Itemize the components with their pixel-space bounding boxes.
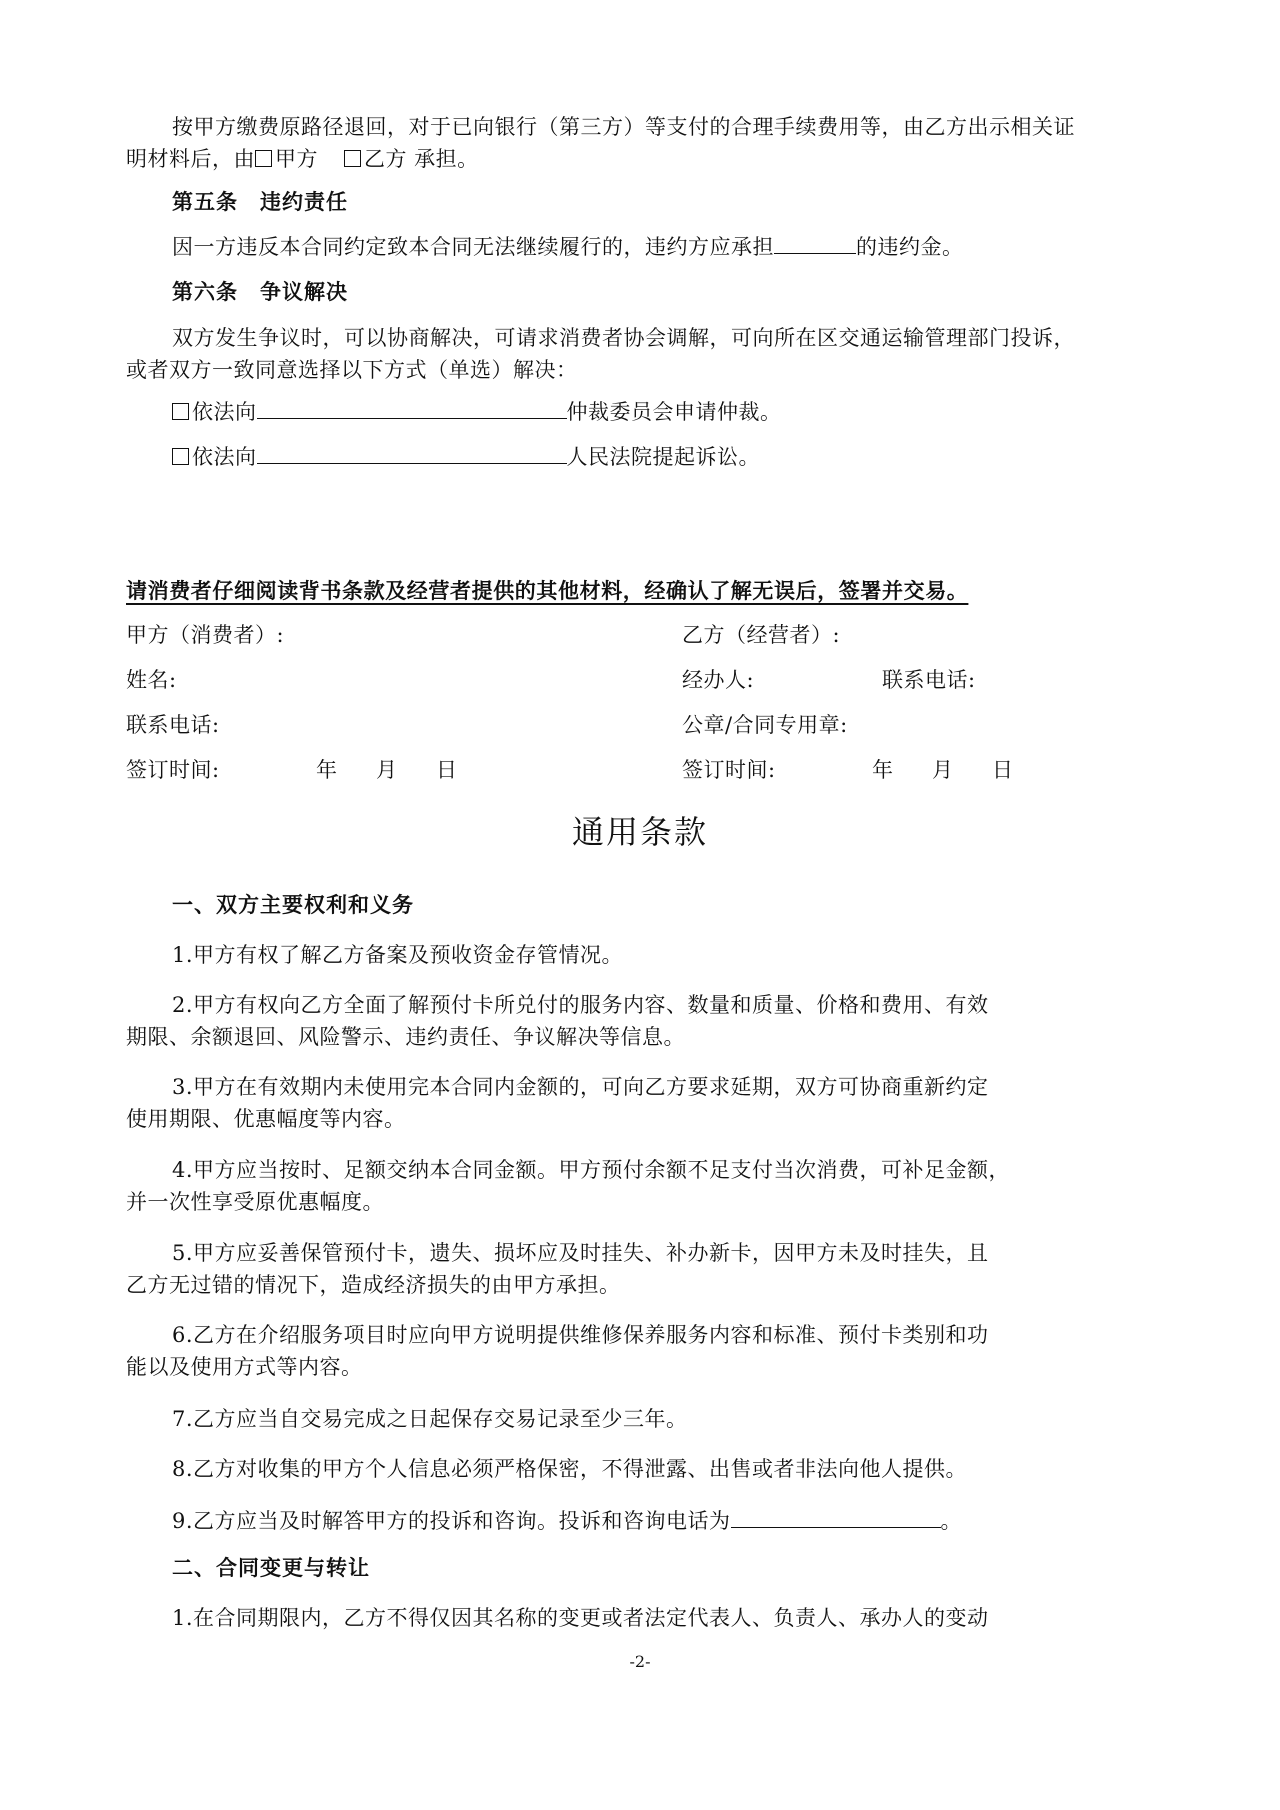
page-number: -2-: [629, 1652, 651, 1671]
party-b-month: 月: [932, 758, 954, 782]
section1-item6-line1: 6.乙方在介绍服务项目时应向甲方说明提供维修保养服务内容和标准、预付卡类别和功: [172, 1323, 989, 1347]
section1-item5-line2: 乙方无过错的情况下，造成经济损失的由甲方承担。: [126, 1273, 621, 1297]
section1-item9-prefix: 9.乙方应当及时解答甲方的投诉和咨询。投诉和咨询电话为: [172, 1509, 731, 1533]
section1-heading: 一、双方主要权利和义务: [172, 893, 414, 917]
checkbox-litigation[interactable]: [172, 448, 189, 465]
section1-item4-line1: 4.甲方应当按时、足额交纳本合同金额。甲方预付余额不足支付当次消费，可补足金额，: [172, 1158, 1011, 1182]
litigation-suffix: 人民法院提起诉讼。: [566, 445, 760, 469]
party-a-year: 年: [316, 758, 338, 782]
section1-item2-line2: 期限、余额退回、风险警示、违约责任、争议解决等信息。: [126, 1025, 685, 1049]
article6-line2: 或者双方一致同意选择以下方式（单选）解决：: [126, 358, 578, 382]
name-label: 姓名:: [126, 668, 177, 692]
party-a-date-label: 签订时间:: [126, 758, 220, 782]
checkbox-party-a[interactable]: [255, 150, 272, 167]
seal-label: 公章/合同专用章:: [682, 713, 848, 737]
section1-item5-line1: 5.甲方应妥善保管预付卡，遗失、损坏应及时挂失、补办新卡，因甲方未及时挂失，且: [172, 1241, 989, 1265]
party-a-day: 日: [436, 758, 458, 782]
section1-item7: 7.乙方应当自交易完成之日起保存交易记录至少三年。: [172, 1407, 688, 1431]
article6-line1: 双方发生争议时，可以协商解决，可请求消费者协会调解，可向所在区交通运输管理部门投诉，: [172, 326, 1075, 350]
litigation-option: [172, 441, 760, 472]
penalty-blank[interactable]: [774, 231, 856, 254]
party-b-date-label: 签订时间:: [682, 758, 776, 782]
arbitration-suffix: 仲裁委员会申请仲裁。: [566, 400, 782, 424]
party-b-phone-label: 联系电话:: [882, 668, 976, 692]
article5-heading: 第五条 违约责任: [172, 190, 348, 214]
section1-item9: [172, 1505, 962, 1536]
article6-heading: 第六条 争议解决: [172, 280, 348, 304]
article5-text-suffix: 的违约金。: [856, 235, 964, 259]
article5-text: [172, 231, 964, 262]
refund-text-line1: 按甲方缴费原路径退回，对于已向银行（第三方）等支付的合理手续费用等，由乙方出示相关证: [172, 115, 1075, 139]
party-b-day: 日: [992, 758, 1014, 782]
party-b-year: 年: [872, 758, 894, 782]
article5-text-prefix: 因一方违反本合同约定致本合同无法继续履行的，违约方应承担: [172, 235, 774, 259]
option-party-b-label: 乙方 承担。: [364, 147, 479, 171]
refund-text-line2: [126, 144, 479, 174]
section1-item2-line1: 2.甲方有权向乙方全面了解预付卡所兑付的服务内容、数量和质量、价格和费用、有效: [172, 993, 989, 1017]
section1-item4-line2: 并一次性享受原优惠幅度。: [126, 1190, 384, 1214]
arbitration-prefix: 依法向: [192, 400, 257, 424]
section2-heading: 二、合同变更与转让: [172, 1556, 370, 1580]
litigation-prefix: 依法向: [192, 445, 257, 469]
refund-text-prefix: 明材料后，由: [126, 147, 255, 171]
party-a-label: 甲方（消费者）:: [126, 623, 285, 647]
arbitration-committee-blank[interactable]: [257, 396, 567, 419]
section1-item8: 8.乙方对收集的甲方个人信息必须严格保密，不得泄露、出售或者非法向他人提供。: [172, 1457, 968, 1481]
section1-item9-suffix: 。: [940, 1509, 963, 1533]
section1-item3-line1: 3.甲方在有效期内未使用完本合同内金额的，可向乙方要求延期，双方可协商重新约定: [172, 1075, 989, 1099]
section1-item3-line2: 使用期限、优惠幅度等内容。: [126, 1107, 406, 1131]
general-terms-title: 通用条款: [571, 813, 708, 851]
section2-item1: 1.在合同期限内，乙方不得仅因其名称的变更或者法定代表人、负责人、承办人的变动: [172, 1606, 989, 1630]
checkbox-arbitration[interactable]: [172, 403, 189, 420]
arbitration-option: [172, 396, 782, 427]
court-blank[interactable]: [257, 441, 567, 464]
checkbox-party-b[interactable]: [344, 150, 361, 167]
complaint-phone-blank[interactable]: [731, 1505, 941, 1528]
option-party-a-label: 甲方: [275, 147, 318, 171]
party-a-phone-label: 联系电话:: [126, 713, 220, 737]
handler-label: 经办人:: [682, 668, 755, 692]
section1-item6-line2: 能以及使用方式等内容。: [126, 1355, 363, 1379]
consumer-notice: 请消费者仔细阅读背书条款及经营者提供的其他材料，经确认了解无误后，签署并交易。: [126, 579, 969, 603]
section1-item1: 1.甲方有权了解乙方备案及预收资金存管情况。: [172, 943, 624, 967]
party-a-month: 月: [376, 758, 398, 782]
party-b-label: 乙方（经营者）:: [682, 623, 841, 647]
